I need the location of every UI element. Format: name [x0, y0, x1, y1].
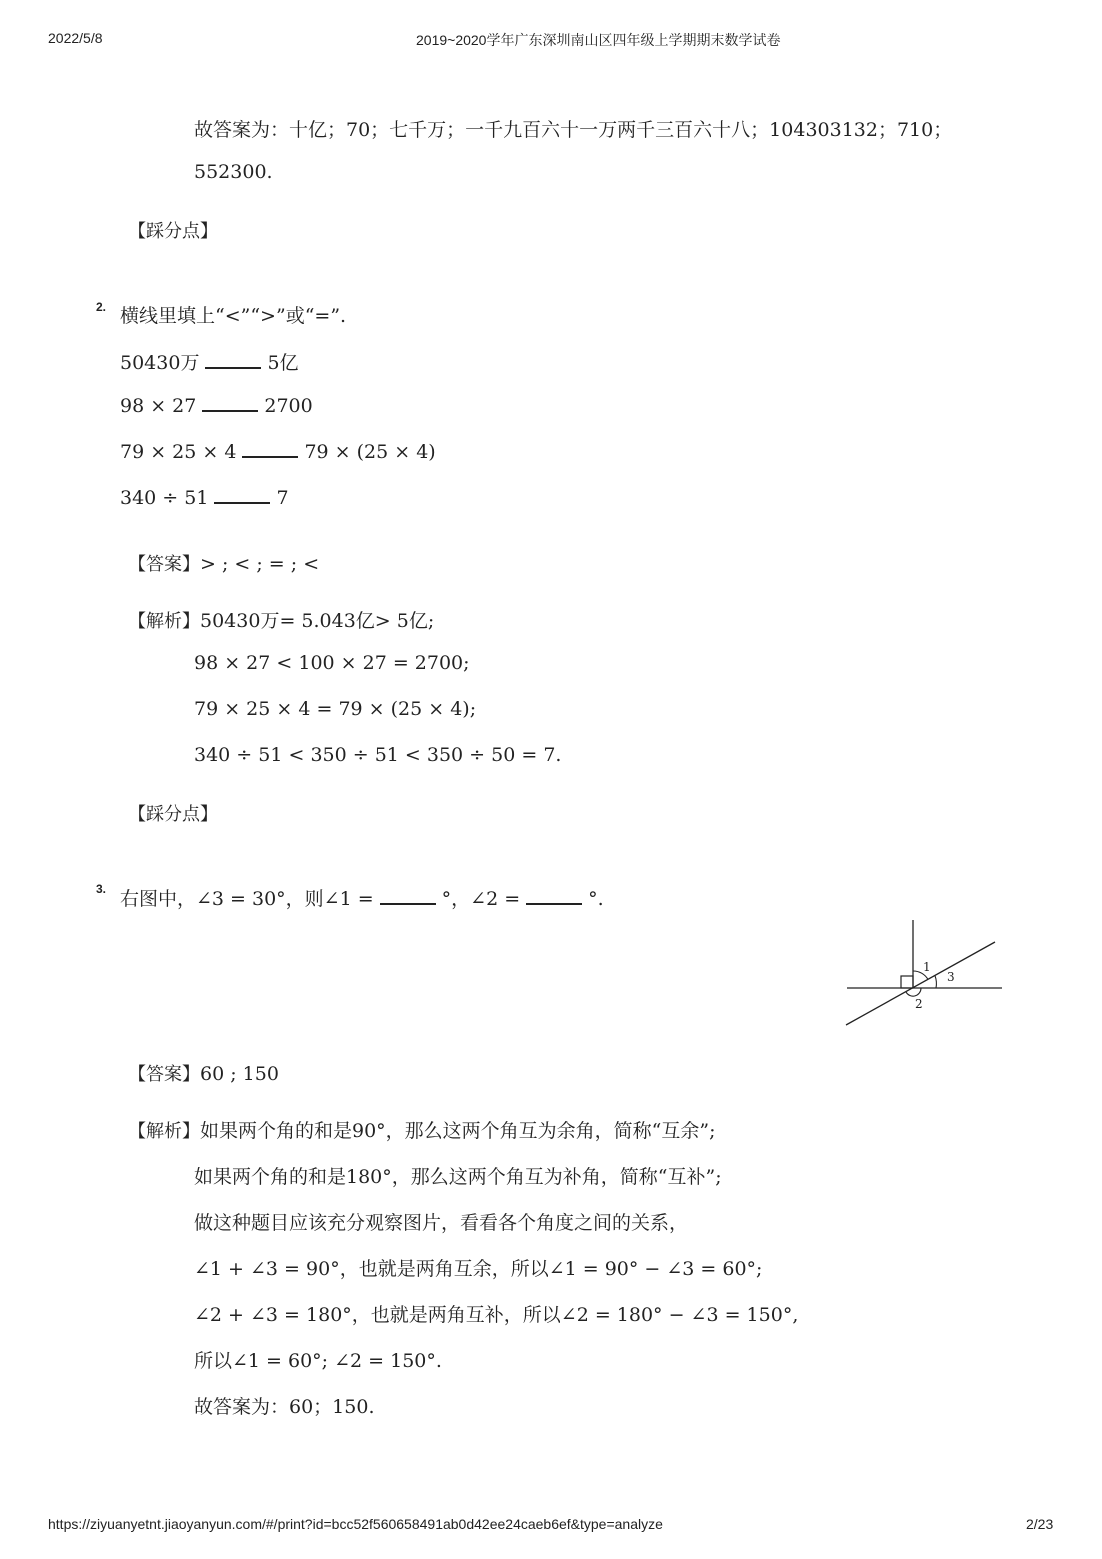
answer-tag: 【答案】: [128, 1064, 200, 1085]
answer-tag: 【答案】: [128, 554, 200, 575]
q1-answer-line2: 552300.: [194, 161, 273, 183]
analysis-line: 79 × 25 × 4 = 79 × (25 × 4);: [194, 698, 477, 720]
answer-blank[interactable]: [526, 887, 582, 905]
analysis-line: 98 × 27 < 100 × 27 = 2700;: [194, 652, 470, 674]
q2-points-tag: 【踩分点】: [128, 804, 218, 825]
answer-text: 60 ; 150: [200, 1063, 279, 1085]
q2-item-right: 5亿: [267, 352, 299, 374]
answer-blank[interactable]: [205, 351, 261, 369]
answer-blank[interactable]: [242, 440, 298, 458]
analysis-tag: 【解析】: [128, 1121, 200, 1142]
angle-1-label: 1: [923, 960, 931, 974]
footer-url[interactable]: https://ziyuanyetnt.jiaoyanyun.com/#/print?id=bcc52f560658491ab0d42ee24caeb6ef&type=analyze: [48, 1516, 663, 1532]
angle-figure: [840, 915, 1010, 1030]
q2-item-right: 7: [276, 487, 289, 509]
footer-page-number: 2/23: [1026, 1516, 1054, 1532]
answer-blank[interactable]: [380, 887, 436, 905]
analysis-line: 如果两个角的和是180°，那么这两个角互为补角，简称“互补”;: [194, 1166, 722, 1188]
q2-item-left: 50430万: [120, 352, 200, 374]
analysis-line: 50430万= 5.043亿> 5亿;: [200, 610, 435, 632]
q2-item-left: 79 × 25 × 4: [120, 441, 237, 463]
analysis-line: 340 ÷ 51 < 350 ÷ 51 < 350 ÷ 50 = 7.: [194, 744, 562, 766]
q2-number: 2.: [96, 300, 107, 314]
q2-item-right: 79 × (25 × 4): [304, 441, 436, 463]
q3-stem-a: 右图中，∠3 = 30°，则∠1 =: [120, 888, 374, 910]
q2-item-right: 2700: [264, 395, 313, 417]
angle-2-arc: [906, 988, 921, 996]
q3-stem-b: °，∠2 =: [441, 888, 521, 910]
analysis-line: 做这种题目应该充分观察图片，看看各个角度之间的关系，: [194, 1212, 689, 1234]
answer-blank[interactable]: [214, 486, 270, 504]
q3-answer: [128, 1060, 279, 1086]
analysis-tag: 【解析】: [128, 611, 200, 632]
q1-points-tag: 【踩分点】: [128, 221, 218, 242]
q2-stem: 横线里填上“<”“>”或“=”.: [120, 305, 347, 327]
q3-stem-c: °.: [588, 888, 604, 910]
q2-item: [120, 394, 313, 417]
analysis-line: ∠1 + ∠3 = 90°，也就是两角互余，所以∠1 = 90° − ∠3 = 60°;: [194, 1258, 763, 1280]
q3-stem: [120, 884, 604, 911]
q2-item-left: 98 × 27: [120, 395, 197, 417]
angle-3-arc: [935, 976, 936, 988]
analysis-line: 所以∠1 = 60°; ∠2 = 150°.: [194, 1350, 442, 1372]
q2-item: [120, 440, 436, 463]
q3-number: 3.: [96, 882, 107, 896]
q2-answer: [128, 550, 319, 576]
analysis-line: 如果两个角的和是90°，那么这两个角互为余角，简称“互余”;: [200, 1120, 716, 1142]
slanted-line: [846, 942, 995, 1025]
answer-blank[interactable]: [202, 394, 258, 412]
analysis-line: ∠2 + ∠3 = 180°，也就是两角互补，所以∠2 = 180° − ∠3 = 150°,: [194, 1304, 799, 1326]
answer-text: > ; < ; = ; <: [200, 553, 320, 575]
q3-analysis: [128, 1116, 716, 1143]
q2-analysis: [128, 606, 434, 633]
q2-item: [120, 486, 289, 509]
q2-item: [120, 348, 299, 375]
header-title: 2019~2020学年广东深圳南山区四年级上学期期末数学试卷: [416, 32, 781, 48]
q2-item-left: 340 ÷ 51: [120, 487, 209, 509]
angle-2-label: 2: [915, 997, 923, 1011]
q1-answer-line1: 故答案为：十亿；70；七千万；一千九百六十一万两千三百六十八；104303132；710；: [194, 119, 953, 141]
angle-3-label: 3: [947, 970, 955, 984]
analysis-line: 故答案为：60；150.: [194, 1396, 375, 1418]
right-angle-mark: [901, 976, 913, 988]
header-date: 2022/5/8: [48, 30, 103, 46]
